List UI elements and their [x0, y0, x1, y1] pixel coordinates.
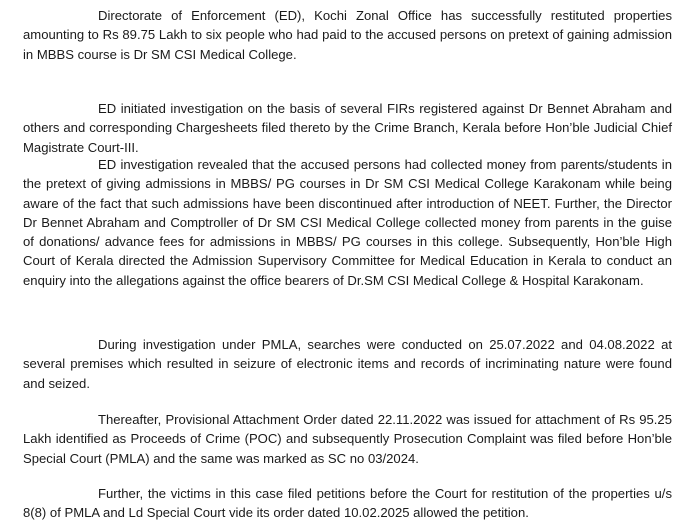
paragraph-attachment-order: Thereafter, Provisional Attachment Order dated 22.11.2022 was issued for attachment of Rs 95.25 Lakh identified as Proceeds of Crime (POC) and subsequently Prosecution Complaint was filed before Hon’ble Special Court (PMLA) and the same was marked as SC no 03/2024. [23, 412, 672, 466]
paragraph-searches: During investigation under PMLA, searches were conducted on 25.07.2022 and 04.08.2022 at several premises which resulted in seizure of electronic items and records of incriminating nature were found and seized. [23, 337, 672, 391]
paragraph-investigation-basis: ED initiated investigation on the basis of several FIRs registered against Dr Bennet Abraham and others and corresponding Chargesheets filed thereto by the Crime Branch, Kerala before Hon’ble Judicial Chief Magistrate Court-III. [23, 101, 672, 155]
paragraph-investigation-findings: ED investigation revealed that the accused persons had collected money from parents/students in the pretext of giving admissions in MBBS/ PG courses in Dr SM CSI Medical College Karakonam while being aware of the fact that such admissions have been discontinued after introduction of NEET. Further, the Director Dr Bennet Abraham and Comptroller of Dr SM CSI Medical College collected money from parents in the guise of donations/ advance fees for admissions in MBBS/ PG courses in this college. Subsequently, Hon’ble High Court of Kerala directed the Admission Supervisory Committee for Medical Education in Kerala to conduct an enquiry into the allegations against the office bearers of Dr.SM CSI Medical College & Hospital Karakonam. [23, 157, 672, 288]
paragraph-restitution-petition: Further, the victims in this case filed petitions before the Court for restitution of the properties u/s 8(8) of PMLA and Ld Special Court vide its order dated 10.02.2025 allowed the petition. [23, 486, 672, 521]
paragraph-restitution-summary: Directorate of Enforcement (ED), Kochi Zonal Office has successfully restituted properties amounting to Rs 89.75 Lakh to six people who had paid to the accused persons on pretext of gaining admission in MBBS course is Dr SM CSI Medical College. [23, 8, 672, 62]
